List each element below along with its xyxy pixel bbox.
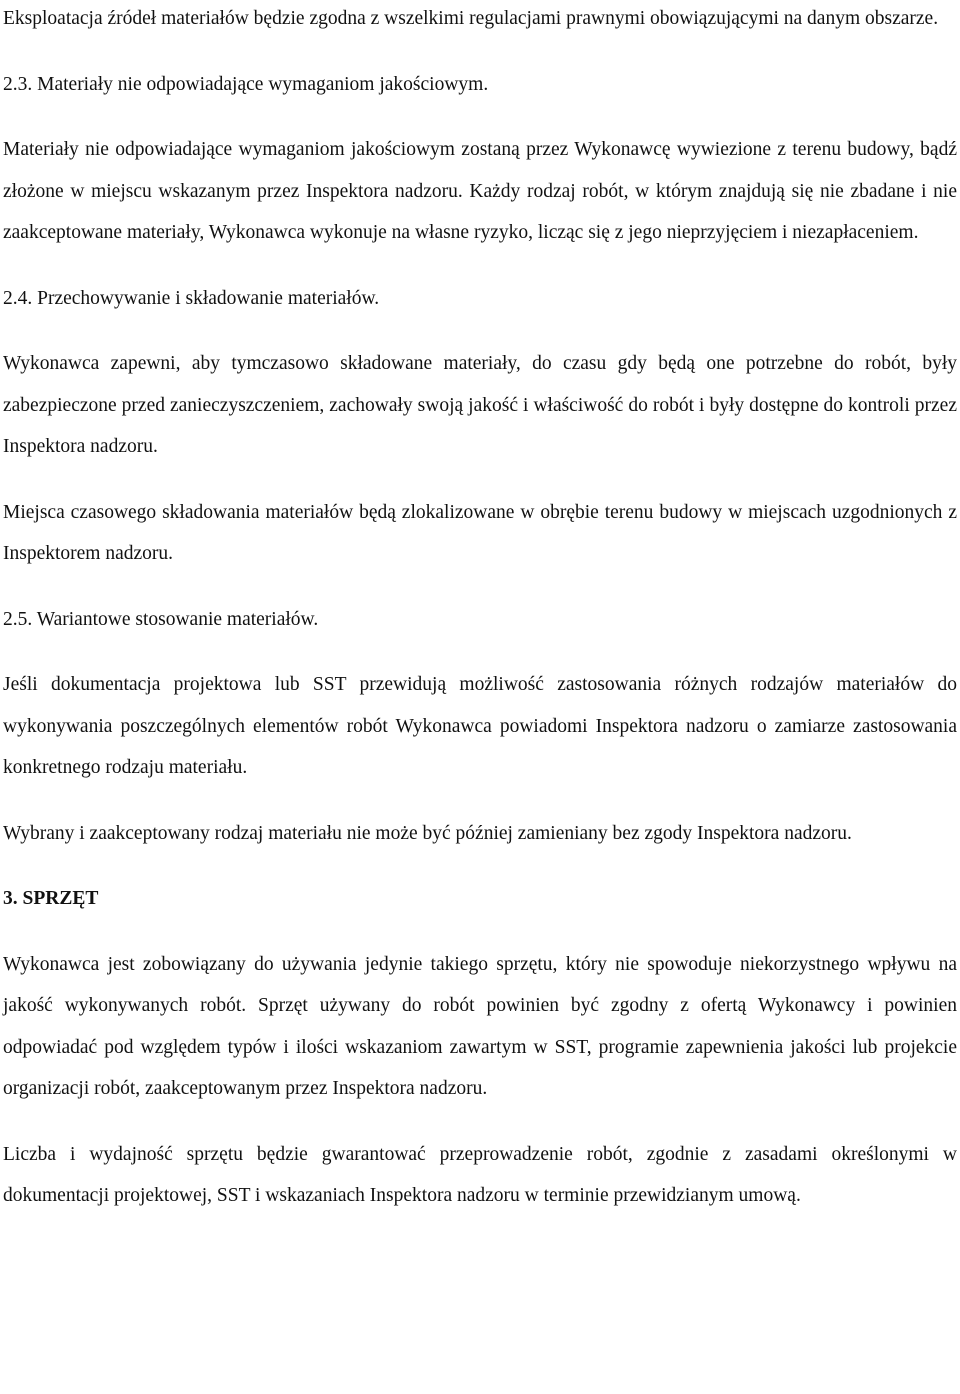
paragraph-material-change: Wybrany i zaakceptowany rodzaj materiału nie może być później zamieniany bez zgody Inspektora nadzoru. xyxy=(3,822,852,844)
paragraph-storage-protection: Wykonawca zapewni, aby tymczasowo składowane materiały, do czasu gdy będą one potrzebne do robót, były zabezpieczone przed zanieczyszczeniem, zachowały swoją jakość i właściwość do robót i były dostępne do kontroli przez Inspektora nadzoru. xyxy=(3,353,957,457)
section-heading-2-5: 2.5. Wariantowe stosowanie materiałów. xyxy=(3,608,319,630)
paragraph-storage-location: Miejsca czasowego składowania materiałów będą zlokalizowane w obrębie terenu budowy w miejscach uzgodnionych z Inspektorem nadzoru. xyxy=(3,501,957,564)
paragraph-equipment-requirements: Wykonawca jest zobowiązany do używania jedynie takiego sprzętu, który nie spowoduje niekorzystnego wpływu na jakość wykonywanych robót. Sprzęt używany do robót powinien być zgodny z ofertą Wykonawcy i powinien odpowiadać pod względem typów i ilości wskazaniom zawartym w SST, programie zapewnienia jakości lub projekcie organizacji robót, zaakceptowanym przez Inspektora nadzoru. xyxy=(3,953,957,1099)
section-heading-3-equipment: 3. SPRZĘT xyxy=(3,888,99,909)
paragraph-equipment-capacity: Liczba i wydajność sprzętu będzie gwarantować przeprowadzenie robót, zgodnie z zasadami określonymi w dokumentacji projektowej, SST i wskazaniach Inspektora nadzoru w terminie przewidzianym umową. xyxy=(3,1143,957,1206)
section-heading-2-4: 2.4. Przechowywanie i składowanie materiałów. xyxy=(3,287,380,309)
paragraph-sources-exploitation: Eksploatacja źródeł materiałów będzie zgodna z wszelkimi regulacjami prawnymi obowiązującymi na danym obszarze. xyxy=(3,8,939,29)
paragraph-nonconforming-materials: Materiały nie odpowiadające wymaganiom jakościowym zostaną przez Wykonawcę wywiezione z terenu budowy, bądź złożone w miejscu wskazanym przez Inspektora nadzoru. Każdy rodzaj robót, w którym znajdują się nie zbadane i nie zaakceptowane materiały, Wykonawca wykonuje na własne ryzyko, licząc się z jego nieprzyjęciem i niezapłaceniem. xyxy=(3,139,957,243)
paragraph-variant-materials: Jeśli dokumentacja projektowa lub SST przewidują możliwość zastosowania różnych rodzajów materiałów do wykonywania poszczególnych elementów robót Wykonawca powiadomi Inspektora nadzoru o zamiarze zastosowania konkretnego rodzaju materiału. xyxy=(3,674,957,778)
section-heading-2-3: 2.3. Materiały nie odpowiadające wymaganiom jakościowym. xyxy=(3,73,489,95)
document-page xyxy=(3,0,957,1217)
